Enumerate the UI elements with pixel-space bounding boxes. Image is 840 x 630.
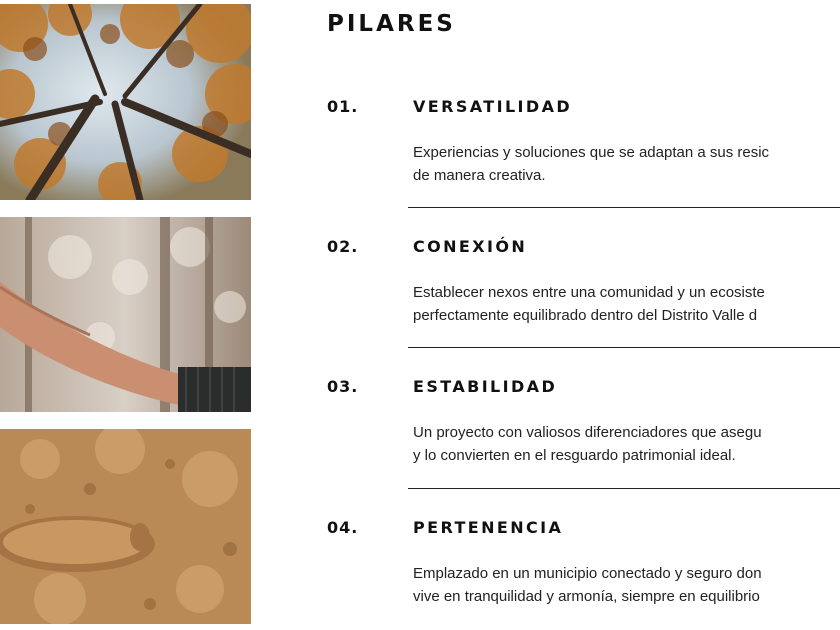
pillar-title: ESTABILIDAD (413, 377, 558, 396)
pillar-number: 04. (327, 518, 359, 537)
pillar-description (413, 421, 840, 467)
pillar-number: 02. (327, 237, 359, 256)
pillar-description-line: Emplazado en un municipio conectado y seguro don (413, 565, 762, 582)
pillar-title: PERTENENCIA (413, 518, 564, 537)
divider (408, 207, 840, 208)
pillar-title: CONEXIÓN (413, 237, 528, 256)
pillar-number: 03. (327, 377, 359, 396)
pillar-description (413, 141, 840, 187)
divider (408, 488, 840, 489)
pillar-description (413, 281, 840, 327)
autumn-canopy-photo (0, 4, 251, 200)
pillar-number: 01. (327, 97, 359, 116)
pillar-title: VERSATILIDAD (413, 97, 573, 116)
pillar-description-line: de manera creativa. (413, 167, 546, 184)
page-title: PILARES (327, 11, 456, 37)
pillar-description-line: Un proyecto con valiosos diferenciadores que asegu (413, 424, 762, 441)
stretching-arm-photo (0, 217, 251, 412)
pillar-description-line: vive en tranquilidad y armonía, siempre en equilibrio (413, 588, 760, 605)
pillar-description (413, 562, 840, 608)
divider (408, 347, 840, 348)
pillar-description-line: y lo convierten en el resguardo patrimonial ideal. (413, 447, 736, 464)
pillar-description-line: Establecer nexos entre una comunidad y un ecosiste (413, 284, 765, 301)
pillar-description-line: perfectamente equilibrado dentro del Distrito Valle d (413, 307, 758, 324)
sand-footprint-photo (0, 429, 251, 624)
pillar-description-line: Experiencias y soluciones que se adaptan a sus resic (413, 144, 770, 161)
